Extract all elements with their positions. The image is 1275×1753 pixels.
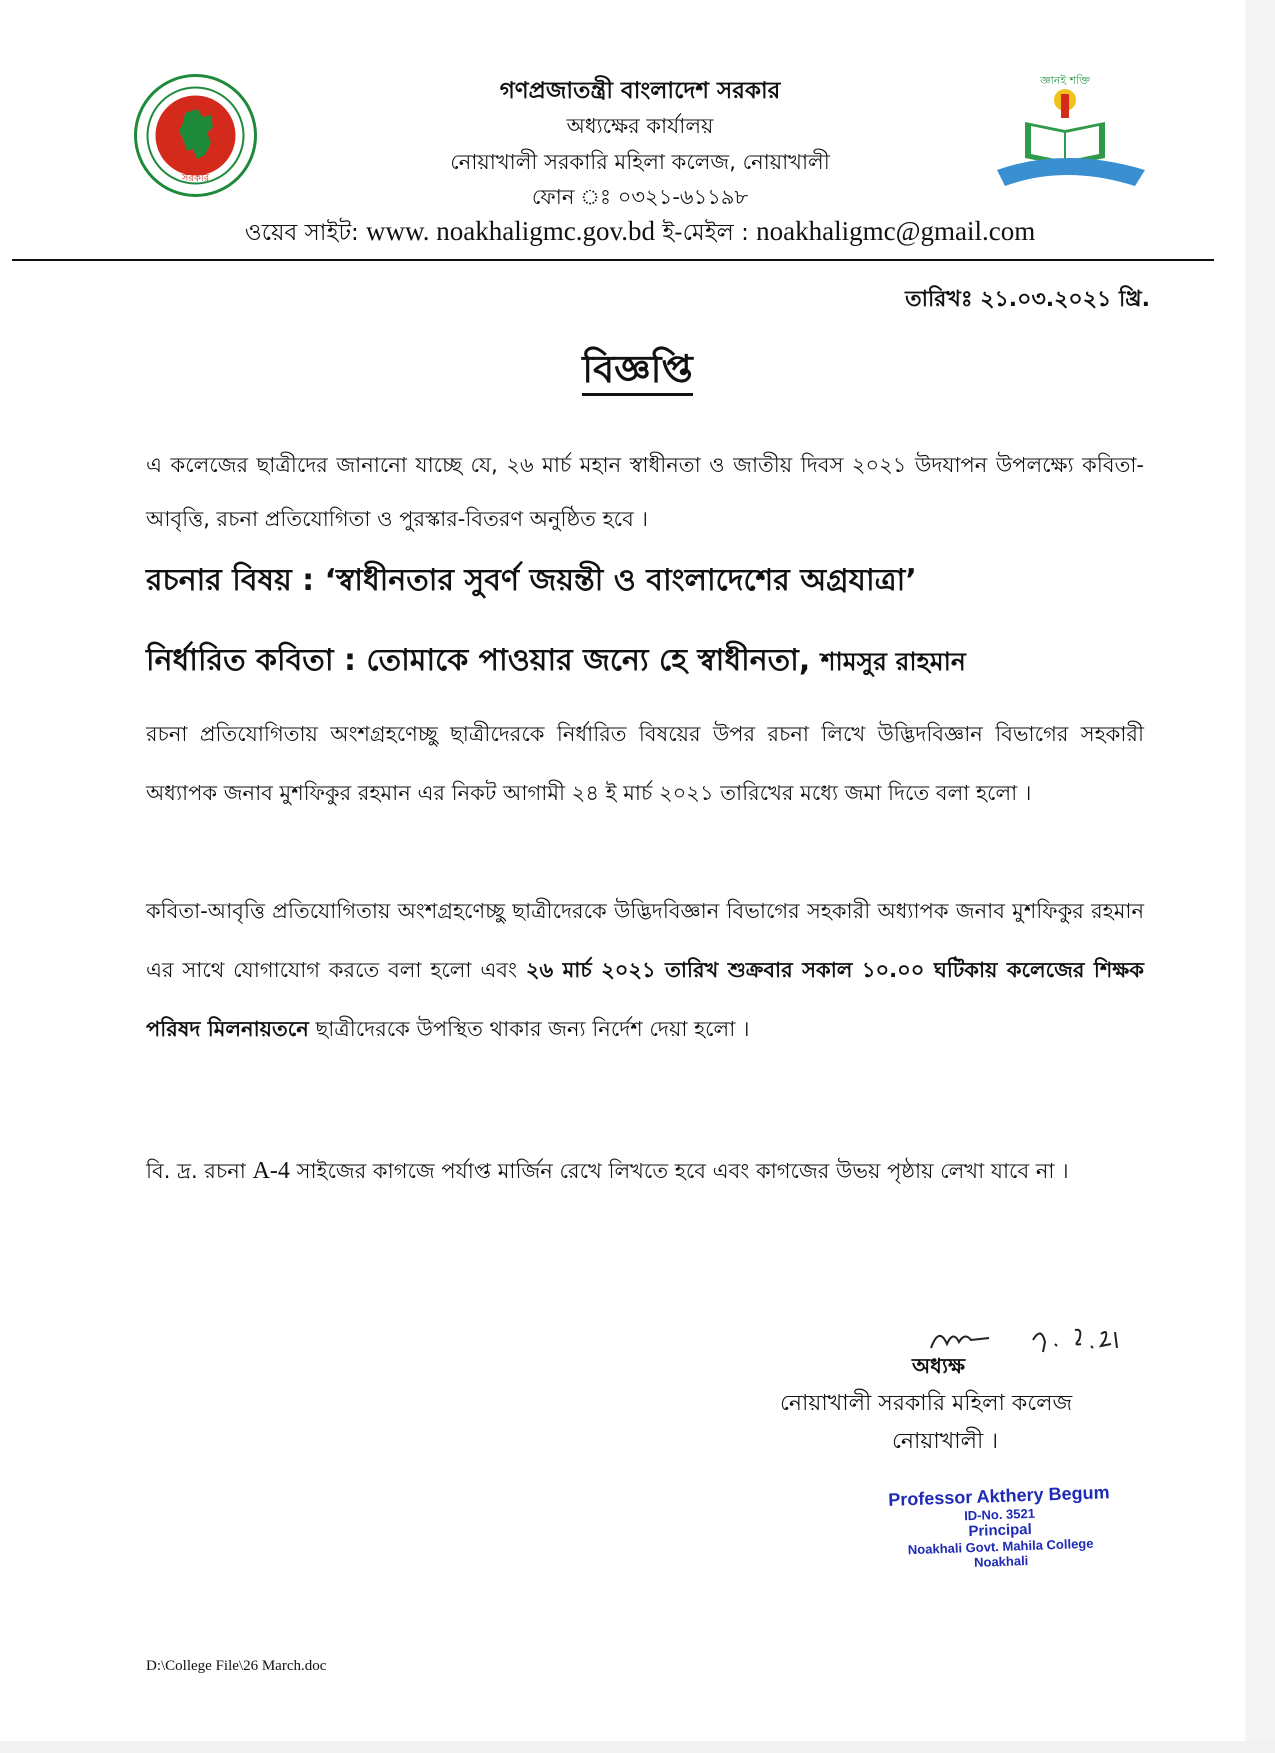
notice-title xyxy=(0,340,1275,404)
website-link[interactable]: www. noakhaligmc.gov.bd xyxy=(366,216,655,246)
scan-bottom-edge xyxy=(0,1741,1275,1753)
website-label: ওয়েব সাইট: xyxy=(244,220,359,246)
stamp-college: Noakhali Govt. Mahila College xyxy=(907,1535,1094,1558)
bangladesh-govt-seal-icon xyxy=(133,73,258,198)
file-path-footer: D:\College File\26 March.doc xyxy=(146,1658,327,1674)
note-text-b: সাইজের কাগজে পর্যাপ্ত মার্জিন রেখে লিখতে হবে এবং কাগজের উভয় পৃষ্ঠায় লেখা যাবে না । xyxy=(296,1159,1069,1183)
logo-motto: জ্ঞানই শক্তি xyxy=(1040,74,1090,87)
note-text-a: বি. দ্র. রচনা xyxy=(146,1159,246,1183)
recitation-text-b: ছাত্রীদেরকে উপস্থিত থাকার জন্য নির্দেশ দেয়া হলো । xyxy=(315,1017,750,1041)
principal-stamp xyxy=(879,1482,1122,1573)
college-heading: নোয়াখালী সরকারি মহিলা কলেজ, নোয়াখালী xyxy=(450,150,830,174)
notice-title-text: বিজ্ঞপ্তি xyxy=(582,347,693,396)
poet-name: শামসুর রাহমান xyxy=(820,647,966,676)
paper-size: A-4 xyxy=(252,1158,290,1184)
header-divider xyxy=(12,259,1214,261)
prescribed-poem xyxy=(146,636,966,687)
signatory-college: নোয়াখালী সরকারি মহিলা কলেজ xyxy=(780,1391,1073,1416)
signatory-title: অধ্যক্ষ xyxy=(912,1354,966,1378)
college-logo-icon xyxy=(995,70,1160,200)
stamp-name: Professor Akthery Begum xyxy=(887,1482,1110,1510)
office-heading: অধ্যক্ষের কার্যালয় xyxy=(566,114,714,138)
signatory-place: নোয়াখালী । xyxy=(892,1429,999,1454)
scan-edge xyxy=(1245,0,1275,1753)
seal-text-bottom: সরকার xyxy=(181,173,210,184)
govt-heading: গণপ্রজাতন্ত্রী বাংলাদেশ সরকার xyxy=(499,78,781,104)
note-paragraph xyxy=(146,1142,1144,1201)
intro-paragraph: এ কলেজের ছাত্রীদের জানানো যাচ্ছে যে, ২৬ মার্চ মহান স্বাধীনতা ও জাতীয় দিবস ২০২১ উদযাপন উপলক্ষ্যে কবিতা-আবৃত্তি, রচনা প্রতিযোগিতা ও পুরস্কার-বিতরণ অনুষ্ঠিত হবে । xyxy=(146,453,1144,531)
event-time-place: ২৬ মার্চ ২০২১ তারিখ শুক্রবার সকাল ১০.০০ ঘটিকায় কলেজের শিক্ষক পরিষদ মিলনায়তনে xyxy=(146,958,1144,1041)
essay-instructions: রচনা প্রতিযোগিতায় অংশগ্রহণেচ্ছু ছাত্রীদেরকে নির্ধারিত বিষয়ের উপর রচনা লিখে উদ্ভিদবিজ্ঞান বিভাগের সহকারী অধ্যাপক জনাব মুশফিকুর রহমান এর নিকট আগামী ২৪ ই মার্চ ২০২১ তারিখের মধ্যে জমা দিতে বলা হলো । xyxy=(146,722,1144,805)
phone-line: ফোন ঃ ০৩২১-৬১১৯৮ xyxy=(531,185,749,209)
contact-line xyxy=(170,214,1110,253)
email-link[interactable]: noakhaligmc@gmail.com xyxy=(756,216,1036,246)
recitation-text-a: কবিতা-আবৃত্তি প্রতিযোগিতায় অংশগ্রহণেচ্ছু ছাত্রীদেরকে উদ্ভিদবিজ্ঞান বিভাগের সহকারী অধ্যাপক জনাব মুশফিকুর রহমান এর সাথে যোগাযোগ করতে বলা হলো এবং xyxy=(146,899,1144,982)
email-label: ই-মেইল : xyxy=(662,220,749,246)
stamp-place: Noakhali xyxy=(973,1553,1029,1570)
notice-date: তারিখঃ ২১.০৩.২০২১ খ্রি. xyxy=(905,287,1150,312)
stamp-designation: Principal xyxy=(968,1520,1033,1541)
poem-label: নির্ধারিত কবিতা : তোমাকে পাওয়ার জন্যে হে স্বাধীনতা, xyxy=(146,643,811,678)
stamp-id: ID-No. 3521 xyxy=(963,1505,1036,1524)
recitation-instructions xyxy=(146,882,1144,1059)
essay-subject: রচনার বিষয় : ‘স্বাধীনতার সুবর্ণ জয়ন্তী ও বাংলাদেশের অগ্রযাত্রা’ xyxy=(146,563,917,598)
